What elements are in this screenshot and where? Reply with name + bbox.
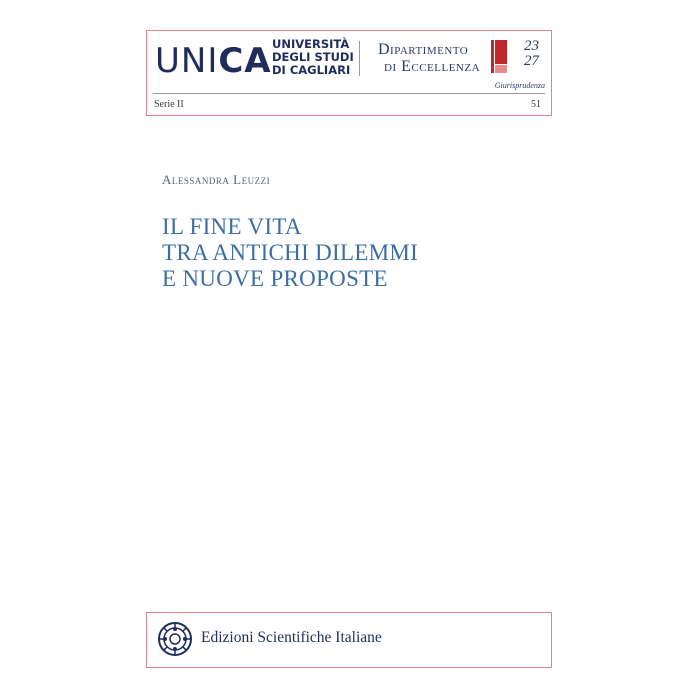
department-line-1: Dipartimento — [378, 41, 469, 58]
title-line-2: TRA ANTICHI DILEMMI — [162, 240, 419, 265]
department-years — [524, 39, 539, 69]
series-label: Serie II — [154, 99, 184, 110]
unica-logo — [155, 41, 272, 81]
university-name — [272, 38, 354, 77]
title-line-1: IL FINE VITA — [162, 214, 302, 239]
series-header — [146, 30, 552, 116]
unica-logo-bold: CA — [218, 41, 272, 81]
department-label — [378, 41, 480, 75]
department-logo-icon — [495, 40, 507, 72]
series-number: 51 — [531, 99, 541, 110]
subject-label: Giurisprudenza — [494, 81, 545, 90]
year-top: 23 — [524, 38, 539, 54]
esi-rosette-logo-icon — [157, 621, 193, 657]
header-horizontal-divider — [153, 93, 545, 94]
unica-logo-regular: UNI — [155, 41, 219, 81]
author-name: Alessandra Leuzzi — [162, 172, 271, 187]
university-line-2: DEGLI STUDI — [272, 50, 354, 64]
department-line-2: di Eccellenza — [384, 58, 481, 75]
header-vertical-divider — [359, 41, 360, 76]
year-bottom: 27 — [524, 53, 539, 69]
university-line-3: DI CAGLIARI — [272, 63, 351, 77]
book-title — [162, 214, 418, 292]
publisher-footer — [146, 612, 552, 668]
publisher-name: Edizioni Scientifiche Italiane — [201, 629, 382, 646]
university-line-1: UNIVERSITÀ — [272, 37, 350, 51]
title-line-3: E NUOVE PROPOSTE — [162, 266, 388, 291]
